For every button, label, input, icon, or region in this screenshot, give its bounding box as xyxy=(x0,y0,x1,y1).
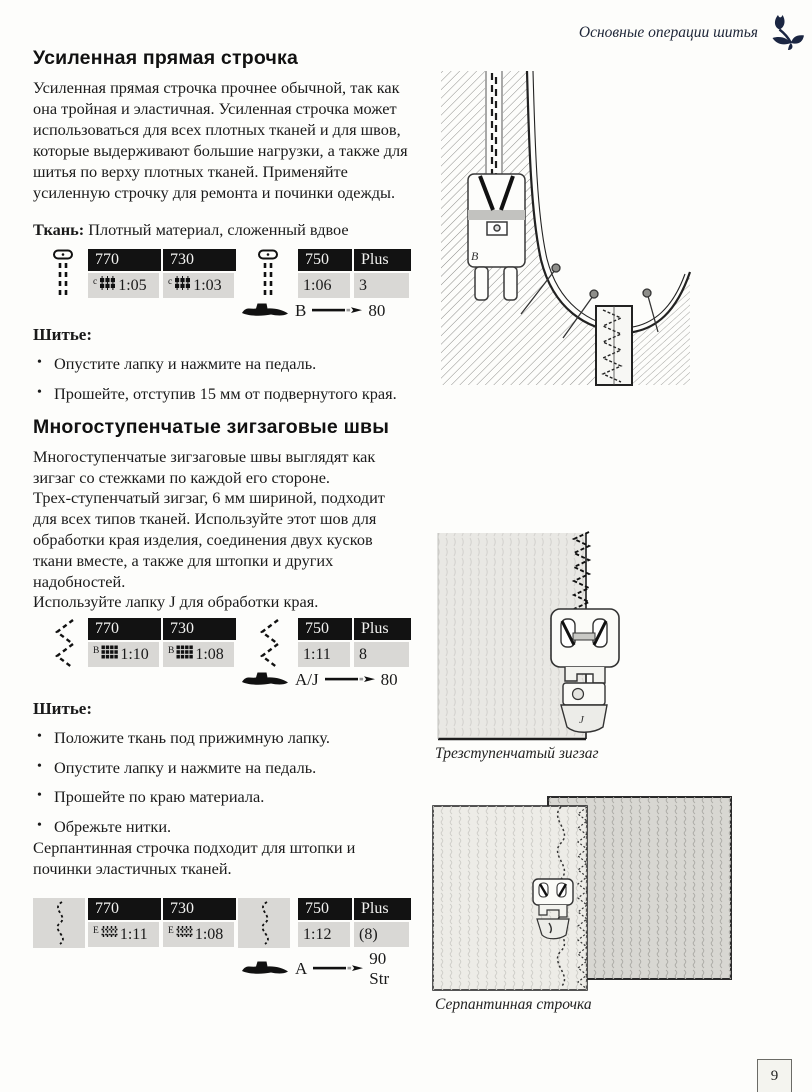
fabric-text: Плотный материал, сложенный вдвое xyxy=(84,220,349,239)
foot-label: B xyxy=(295,301,307,320)
header-title: Основные операции шитья xyxy=(578,23,758,41)
step: • Положите ткань под прижимную лапку. xyxy=(33,727,409,748)
three-step-zigzag-icon xyxy=(257,618,283,670)
model-header: 730 xyxy=(163,898,236,920)
section1-body: Усиленная прямая строчка прочнее обычной, так как она тройная и эластичная. Усиленная строчка может использоваться для всех плотных тканей и для швов, которые выдерживают большие нагрузки, а также для шитья по верху плотных тканей. Применяйте усиленную строчку для ремонта и починки одежды. xyxy=(33,78,408,202)
serpentine-stitch-icon xyxy=(33,898,85,948)
setting-cell: c 1:03 xyxy=(163,273,234,298)
setting-cell: B 1:10 xyxy=(88,642,159,667)
needle-size: 80 xyxy=(380,670,398,689)
presser-foot-icon xyxy=(241,300,289,322)
needle-icon xyxy=(312,301,362,321)
serpentine-stitch-illustration xyxy=(430,793,805,998)
machine-table-770-730 xyxy=(88,249,236,298)
step: • Обрежьте нитки. xyxy=(33,816,409,837)
machine-table-770-730 xyxy=(88,618,236,667)
machine-table-750-plus xyxy=(298,618,411,667)
model-header: 730 xyxy=(163,618,236,640)
tulip-icon xyxy=(766,14,804,55)
section2-para2: Трех-ступенчатый зигзаг, 6 мм шириной, подходит для всех типов тканей. Используйте этот шов для обработки края изделия, соединения двух кусков ткани вместе, а также для штопки и других надобностей. xyxy=(33,488,385,591)
stitch-settings-table-2 xyxy=(33,618,409,690)
step: • Опустите лапку и нажмите на педаль. xyxy=(33,353,409,374)
three-step-zigzag-icon xyxy=(52,618,78,670)
sewing-steps-1 xyxy=(33,353,409,412)
stitch-program-icon xyxy=(101,645,118,664)
model-header: 750 xyxy=(298,898,352,920)
model-header: 750 xyxy=(298,249,352,271)
foot-needle-row xyxy=(241,949,409,989)
step: • Прошейте, отступив 15 мм от подвернутого края. xyxy=(33,383,409,404)
serpentine-stitch-icon xyxy=(238,898,290,948)
setting-cell: 1:06 xyxy=(298,273,350,298)
step: • Опустите лапку и нажмите на педаль. xyxy=(33,757,409,778)
stitch-program-icon xyxy=(176,645,193,664)
model-header: 770 xyxy=(88,898,161,920)
model-header: 730 xyxy=(163,249,236,271)
stitch-program-icon xyxy=(176,925,193,944)
stitch-settings-table-1 xyxy=(33,249,409,321)
setting-cell: E 1:08 xyxy=(163,922,234,947)
setting-cell: B 1:08 xyxy=(163,642,234,667)
setting-cell: 1:12 xyxy=(298,922,350,947)
setting-cell: c 1:05 xyxy=(88,273,159,298)
model-header: Plus xyxy=(354,618,411,640)
foot-needle-row xyxy=(241,300,385,322)
page-header xyxy=(579,14,804,55)
section2-title-block xyxy=(33,416,409,439)
section2-title: Многоступенчатые зигзаговые швы xyxy=(33,416,390,438)
sewing-heading-2: Шитье: xyxy=(33,699,93,718)
figure2-caption: Трезступенчатый зигзаг xyxy=(435,745,599,762)
section1-title: Усиленная прямая строчка xyxy=(33,47,298,69)
stitch-program-icon xyxy=(174,276,191,295)
stitch-program-icon xyxy=(99,276,116,295)
setting-cell: 3 xyxy=(354,273,409,298)
section2-para3: Используйте лапку J для обработки края. xyxy=(33,592,319,611)
foot-letter: J xyxy=(579,714,584,726)
foot-needle-row xyxy=(241,669,398,691)
stitch-program-icon xyxy=(101,925,118,944)
setting-cell: 1:11 xyxy=(298,642,350,667)
sewing-steps-2 xyxy=(33,727,409,845)
figure3-caption: Серпантинная строчка xyxy=(435,996,592,1013)
fabric-line xyxy=(33,219,409,240)
foot-label: A xyxy=(295,959,308,978)
setting-cell: 8 xyxy=(354,642,409,667)
stitch-settings-table-3 xyxy=(33,898,409,988)
sewing-heading-1: Шитье: xyxy=(33,325,93,344)
model-header: 770 xyxy=(88,249,161,271)
presser-foot-icon xyxy=(241,958,289,980)
reinforced-seam-illustration xyxy=(435,70,805,391)
three-step-zigzag-illustration xyxy=(435,527,803,751)
section2-para1: Многоступенчатые зигзаговые швы выглядят как зигзаг со стежками по каждой его стороне. xyxy=(33,447,376,487)
presser-foot-icon xyxy=(241,669,289,691)
machine-table-770-730 xyxy=(88,898,236,947)
page-number: 9 xyxy=(757,1059,792,1092)
model-header: Plus xyxy=(354,898,411,920)
model-header: Plus xyxy=(354,249,411,271)
step: • Прошейте по краю материала. xyxy=(33,786,409,807)
machine-table-750-plus xyxy=(298,898,411,947)
machine-table-750-plus xyxy=(298,249,411,298)
needle-icon xyxy=(313,959,363,979)
reinforced-straight-stitch-icon xyxy=(257,249,279,299)
fabric-label: Ткань: xyxy=(33,220,85,239)
section1-title-block xyxy=(33,47,409,70)
model-header: 750 xyxy=(298,618,352,640)
needle-size: 90 Str xyxy=(369,949,390,988)
needle-size: 80 xyxy=(368,301,386,320)
setting-cell: E 1:11 xyxy=(88,922,159,947)
reinforced-straight-stitch-icon xyxy=(52,249,74,299)
foot-letter: B xyxy=(471,249,479,263)
needle-icon xyxy=(325,670,375,690)
setting-cell: (8) xyxy=(354,922,409,947)
model-header: 770 xyxy=(88,618,161,640)
section2-para4: Серпантинная строчка подходит для штопки и починки эластичных тканей. xyxy=(33,838,356,878)
foot-label: A/J xyxy=(295,670,319,689)
